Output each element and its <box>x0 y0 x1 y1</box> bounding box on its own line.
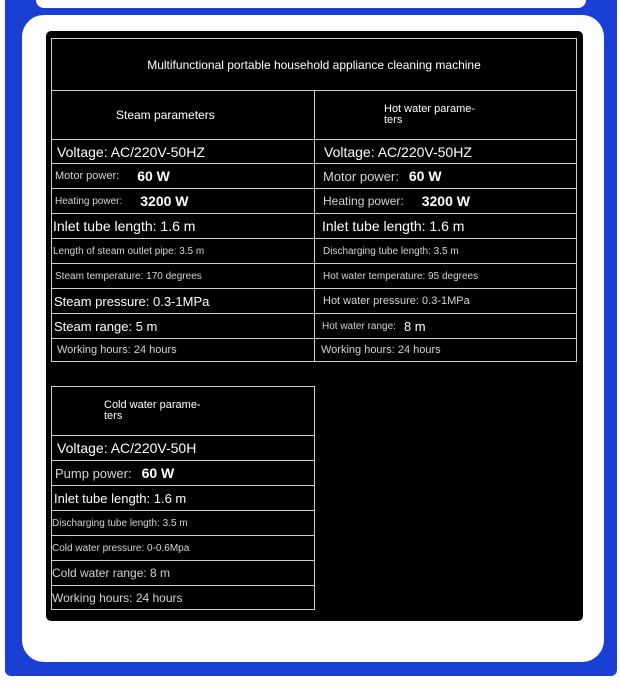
cold-discharge-row: Discharging tube length: 3.5 m <box>52 511 314 536</box>
hot-heating-row: Heating power: 3200 W <box>315 189 576 214</box>
hot-temperature-row: Hot water temperature: 95 degrees <box>315 264 576 289</box>
hot-range-row: Hot water range: 8 m <box>315 314 576 339</box>
title-row <box>52 39 576 91</box>
steam-temperature-row: Steam temperature: 170 degrees <box>52 264 314 289</box>
hot-hours-row: Working hours: 24 hours <box>321 344 441 356</box>
main-spec-table <box>51 38 577 362</box>
hot-voltage-row: Voltage: AC/220V-50HZ <box>315 140 576 164</box>
cold-hours-row: Working hours: 24 hours <box>52 590 183 605</box>
steam-column <box>52 91 314 361</box>
hot-water-column <box>315 91 576 361</box>
steam-range-row: Steam range: 5 m <box>52 314 314 339</box>
hot-discharge-row: Discharging tube length: 3.5 m <box>315 239 576 264</box>
hot-pressure-row: Hot water pressure: 0.3-1MPa <box>315 289 576 314</box>
steam-hours-row: Working hours: 24 hours <box>57 344 177 356</box>
hot-water-header-cell <box>315 91 576 140</box>
hot-motor-row: Motor power: 60 W <box>315 164 576 189</box>
cold-range-row: Cold water range: 8 m <box>52 561 314 586</box>
cold-voltage-row: Voltage: AC/220V-50H <box>52 436 314 461</box>
steam-pressure-row: Steam pressure: 0.3-1MPa <box>52 289 314 314</box>
cold-water-table <box>51 386 315 610</box>
top-white-strip <box>36 0 586 8</box>
spec-panel <box>46 31 583 621</box>
steam-outlet-row: Length of steam outlet pipe: 3.5 m <box>52 239 314 264</box>
steam-inlet-row: Inlet tube length: 1.6 m <box>52 214 314 239</box>
cold-water-header: Cold water parame- ters <box>104 399 201 422</box>
cold-pump-row: Pump power: 60 W <box>52 461 314 486</box>
cold-pressure-row: Cold water pressure: 0-0.6Mpa <box>52 536 314 561</box>
steam-voltage-row: Voltage: AC/220V-50HZ <box>52 140 314 164</box>
steam-heating-row: Heating power: 3200 W <box>52 189 314 214</box>
hot-inlet-row: Inlet tube length: 1.6 m <box>315 214 576 239</box>
cold-water-header-cell <box>52 387 314 436</box>
steam-motor-row: Motor power: 60 W <box>52 164 314 189</box>
hot-water-header: Hot water parame- ters <box>384 103 476 126</box>
page-title: Multifunctional portable household appliance cleaning machine <box>147 58 481 72</box>
cold-inlet-row: Inlet tube length: 1.6 m <box>52 486 314 511</box>
steam-header: Steam parameters <box>116 107 215 122</box>
steam-header-cell <box>52 91 314 140</box>
